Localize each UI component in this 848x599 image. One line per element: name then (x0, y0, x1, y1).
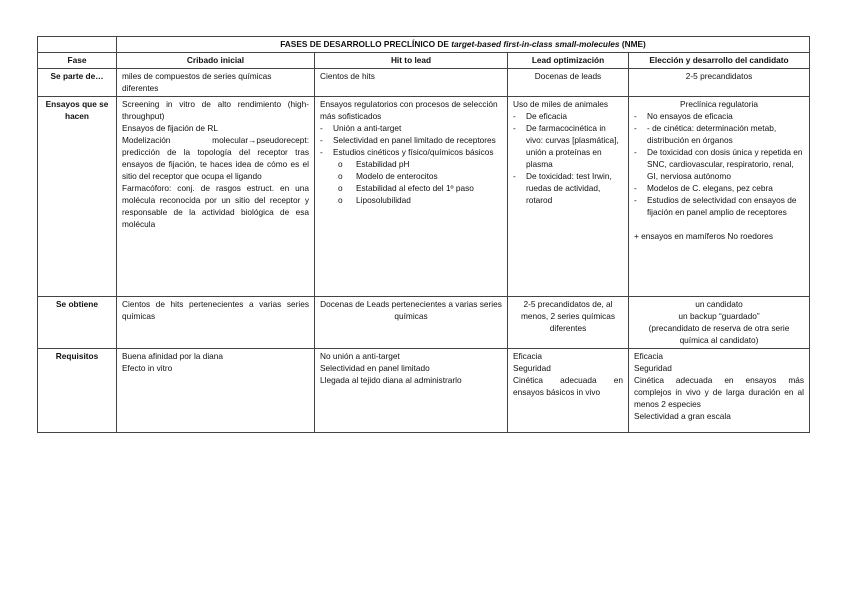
cell-ensayos-hit (315, 97, 508, 297)
list-item: Farmacóforo: conj. de rasgos estruct. en una molécula reconocida por un sitio del receptor y responsable de la actividad biológica de esa molécula (122, 183, 309, 229)
header-lead-optimizacion: Lead optimización (508, 53, 629, 69)
cell-se-obtiene-cribado: Cientos de hits pertenecientes a varias series químicas (117, 297, 315, 349)
requisito-line: Selectividad a gran escala (634, 411, 731, 421)
sub-list-item: o Modelo de enterocitos (338, 170, 502, 182)
list-intro: Preclínica regulatoria (680, 99, 758, 109)
lead-list (513, 110, 623, 206)
cell-se-parte-lead: Docenas de leads (508, 69, 629, 97)
requisito-line: Efecto in vitro (122, 363, 173, 373)
cell-se-obtiene-eleccion (629, 297, 810, 349)
table-title (117, 37, 810, 53)
cell-requisitos-eleccion (629, 349, 810, 433)
preclinical-phases-table (37, 36, 810, 433)
requisito-line: No unión a anti-target (320, 351, 400, 361)
eleccion-list (634, 110, 804, 218)
row-label-ensayos: Ensayos que se hacen (38, 97, 117, 297)
header-hit-to-lead: Hit to lead (315, 53, 508, 69)
header-eleccion: Elección y desarrollo del candidato (629, 53, 810, 69)
list-item: Screening in vitro de alto rendimiento (high-throughput) (122, 99, 309, 121)
cell-se-parte-cribado: miles de compuestos de series químicas diferentes (117, 69, 315, 97)
table-row-se-parte (38, 69, 810, 97)
requisito-line: Eficacia (513, 351, 543, 361)
table-row-se-obtiene (38, 297, 810, 349)
cell-ensayos-cribado (117, 97, 315, 297)
list-item: Modelización molecular→pseudorecept: predicción de la topología del receptor tras ensayos de fijación, te haces idea de cómo es el sitio del receptor que ocupa el ligando (122, 135, 309, 181)
header-cribado: Cribado inicial (117, 53, 315, 69)
list-item: - Estudios cinéticos y físico/químicos básicos (320, 146, 502, 158)
row-label-requisitos: Requisitos (38, 349, 117, 433)
cell-requisitos-hit (315, 349, 508, 433)
requisito-line: Buena afinidad por la diana (122, 351, 224, 361)
row-label-se-parte: Se parte de… (38, 69, 117, 97)
sub-list-item: o Liposolubilidad (338, 194, 502, 206)
list-item: - De eficacia (513, 110, 623, 122)
requisito-line: Llegada al tejido diana al administrarlo (320, 375, 462, 385)
cell-requisitos-cribado (117, 349, 315, 433)
list-item: - Selectividad en panel limitado de receptores (320, 134, 502, 146)
extra-note: + ensayos en mamíferos No roedores (634, 231, 774, 241)
cell-ensayos-eleccion (629, 97, 810, 297)
title-row (38, 37, 810, 53)
list-item: - - de cinética: determinación metab, distribución en órganos (634, 122, 804, 146)
hit-sublist (320, 158, 502, 206)
row-label-se-obtiene: Se obtiene (38, 297, 117, 349)
header-row (38, 53, 810, 69)
list-item: Ensayos de fijación de RL (122, 123, 218, 133)
obtiene-line: (precandidato de reserva de otra serie química al candidato) (648, 323, 790, 345)
list-item: - De toxicidad con dosis única y repetida en SNC, cardiovascular, respiratorio, renal, GI, nerviosa autónomo (634, 146, 804, 182)
requisito-line: Selectividad en panel limitado (320, 363, 430, 373)
list-intro: Ensayos regulatorios con procesos de selección más sofisticados (320, 99, 498, 121)
requisito-line: Cinética adecuada en ensayos básicos in vivo (513, 375, 623, 397)
cell-requisitos-lead (508, 349, 629, 433)
list-item: - Unión a anti-target (320, 122, 502, 134)
cell-se-parte-eleccion: 2-5 precandidatos (629, 69, 810, 97)
hit-list (320, 122, 502, 158)
requisito-line: Eficacia (634, 351, 664, 361)
sub-list-item: o Estabilidad pH (338, 158, 502, 170)
requisito-line: Cinética adecuada en ensayos más complejos in vivo y de larga duración en al menos 2 especies (634, 375, 805, 409)
cell-se-parte-hit: Cientos de hits (315, 69, 508, 97)
obtiene-line: un candidato (695, 299, 743, 309)
list-item: - Modelos de C. elegans, pez cebra (634, 182, 804, 194)
list-item: - De toxicidad: test Irwin, ruedas de actividad, rotarod (513, 170, 623, 206)
empty-corner-cell (38, 37, 117, 53)
obtiene-line: un backup “guardado” (678, 311, 760, 321)
list-item: - No ensayos de eficacia (634, 110, 804, 122)
cell-ensayos-lead (508, 97, 629, 297)
title-italic: target-based first-in-class small-molecules (451, 39, 620, 49)
table-row-requisitos (38, 349, 810, 433)
header-fase: Fase (38, 53, 117, 69)
list-item: - De farmacocinética in vivo: curvas [plasmática], unión a proteínas en plasma (513, 122, 623, 170)
cell-se-obtiene-lead: 2-5 precandidatos de, al menos, 2 series químicas diferentes (508, 297, 629, 349)
spacer (634, 218, 804, 230)
title-prefix: FASES DE DESARROLLO PRECLÍNICO DE (280, 39, 449, 49)
cell-se-obtiene-hit: Docenas de Leads pertenecientes a varias series químicas (315, 297, 508, 349)
requisito-line: Seguridad (634, 363, 672, 373)
table-row-ensayos (38, 97, 810, 297)
list-intro: Uso de miles de animales (513, 99, 608, 109)
title-suffix: (NME) (621, 39, 646, 49)
requisito-line: Seguridad (513, 363, 551, 373)
list-item: - Estudios de selectividad con ensayos de fijación en panel amplio de receptores (634, 194, 804, 218)
sub-list-item: o Estabilidad al efecto del 1º paso (338, 182, 502, 194)
